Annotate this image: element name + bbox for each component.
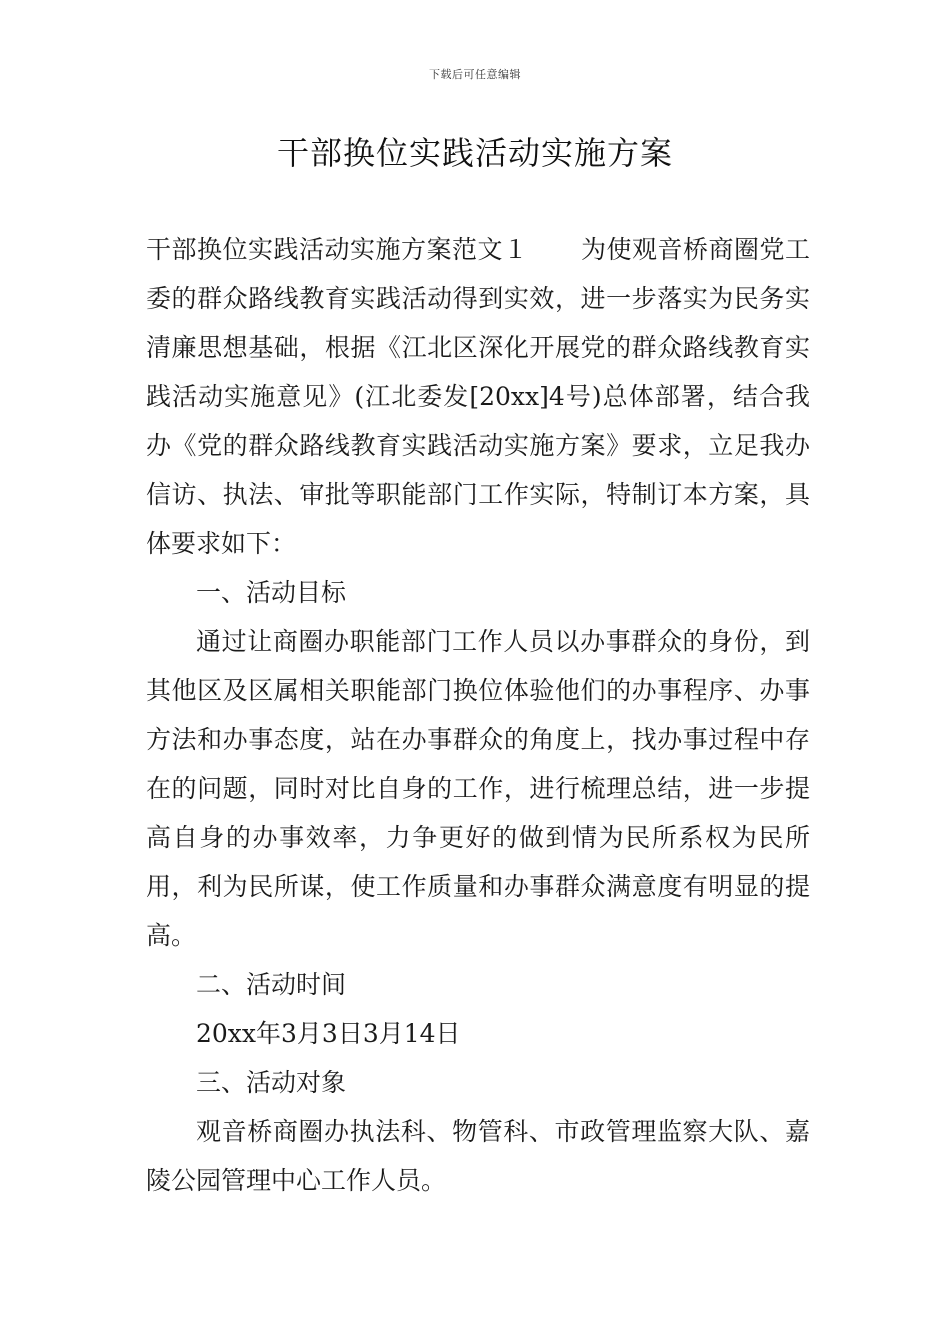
intro-rest: 为使观音桥商圈党工委的群众路线教育实践活动得到实效，进一步落实为民务实清廉思想基础，根据《江北区深化开展党的群众路线教育实践活动实施意见》(江北委发[20xx]4号)总体部署，结合我办《党的群众路线教育实践活动实施方案》要求，立足我办信访、执法、审批等职能部门工作实际，特制订本方案，具体要求如下： [146, 235, 810, 558]
section-heading-targets: 三、活动对象 [196, 1068, 347, 1097]
section-body-time: 20xx年3月3日3月14日 [196, 1019, 461, 1048]
intro-lead: 干部换位实践活动实施方案范文１ [146, 235, 529, 264]
document-title: 干部换位实践活动实施方案 [276, 134, 673, 172]
document-body [146, 225, 810, 1205]
section-heading-goals: 一、活动目标 [196, 578, 347, 607]
intro-paragraph [146, 225, 810, 568]
section-heading-time: 二、活动时间 [196, 970, 347, 999]
section-body-targets: 观音桥商圈办执法科、物管科、市政管理监察大队、嘉陵公园管理中心工作人员。 [146, 1117, 810, 1195]
section-body-goals: 通过让商圈办职能部门工作人员以办事群众的身份，到其他区及区属相关职能部门换位体验他们的办事程序、办事方法和办事态度，站在办事群众的角度上，找办事过程中存在的问题，同时对比自身的工作，进行梳理总结，进一步提高自身的办事效率，力争更好的做到情为民所系权为民所用，利为民所谋，使工作质量和办事群众满意度有明显的提高。 [146, 627, 810, 950]
page-header-note: 下载后可任意编辑 [429, 68, 521, 81]
